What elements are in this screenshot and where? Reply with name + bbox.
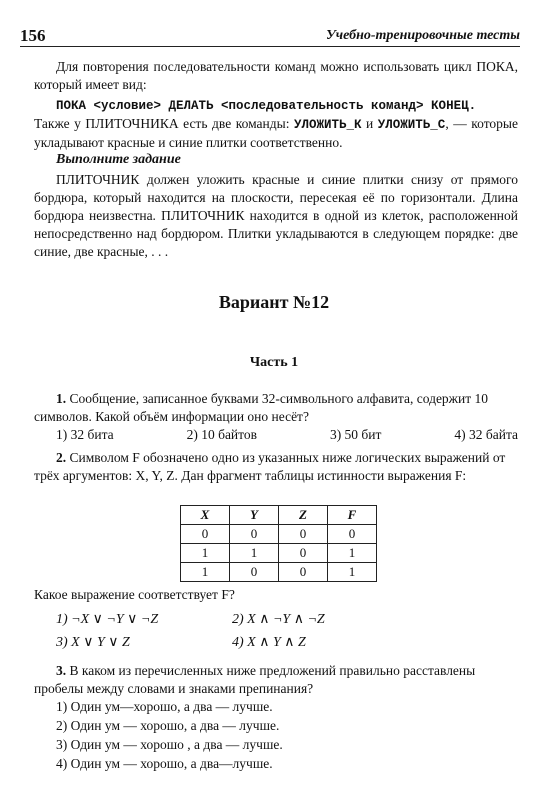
truth-table	[180, 505, 377, 582]
q2-option-2: 2) X ∧ ¬Y ∧ ¬Z	[232, 612, 325, 627]
table-cell: 0	[230, 563, 279, 582]
task-heading: Выполните задание	[56, 152, 181, 167]
question-1	[34, 390, 518, 426]
table-cell: 0	[279, 525, 328, 544]
part-title: Часть 1	[249, 355, 299, 370]
table-cell: 1	[328, 563, 377, 582]
page-header	[20, 26, 520, 46]
intro-line2	[34, 115, 518, 152]
th-y: Y	[230, 506, 279, 525]
table-cell: 1	[181, 563, 230, 582]
q2-question: Какое выражение соответствует F?	[34, 587, 235, 602]
table-cell: 0	[328, 525, 377, 544]
table-row	[181, 525, 377, 544]
question-2	[34, 449, 518, 485]
q2-option-3: 3) X ∨ Y ∨ Z	[56, 635, 130, 650]
intro-and: и	[361, 116, 378, 131]
q2-text: Символом F обозначено одно из указанных ниже логических выражений от трёх аргументов: X, Y, Z. Дан фрагмент таблицы истинности выражения F:	[34, 450, 506, 483]
q1-number: 1.	[56, 391, 67, 406]
th-x: X	[181, 506, 230, 525]
table-cell: 1	[181, 544, 230, 563]
q1-option-3: 3) 50 бит	[329, 427, 382, 442]
q3-option-3: 3) Один ум — хорошо , а два — лучше.	[56, 737, 283, 752]
q1-text: Сообщение, записанное буквами 32-символьного алфавита, содержит 10 символов. Какой объём информации оно несёт?	[34, 391, 489, 424]
table-row	[181, 563, 377, 582]
task-text: ПЛИТОЧНИК должен уложить красные и синие плитки снизу от прямого бордюра, который находится на плоскости, пересекая её по горизонтали. Длина бордюра неизвестна. ПЛИТОЧНИК находится в одной из клеток, расположенной непосредственно над бордюром. Плитки укладываются в следующем порядке: две синие, две красные, . . .	[34, 172, 518, 259]
cmd-lay-blue: УЛОЖИТЬ_С	[377, 118, 446, 132]
cmd-lay-red: УЛОЖИТЬ_К	[293, 118, 362, 132]
table-row	[181, 544, 377, 563]
table-cell: 0	[279, 544, 328, 563]
table-cell: 0	[230, 525, 279, 544]
intro-line1: Для повторения последовательности команд можно использовать цикл ПОКА, который имеет вид:	[34, 59, 518, 92]
table-cell: 1	[230, 544, 279, 563]
q2-option-4: 4) X ∧ Y ∧ Z	[232, 635, 306, 650]
table-cell: 0	[279, 563, 328, 582]
intro-syntax	[34, 96, 518, 115]
q3-option-1: 1) Один ум—хорошо, а два — лучше.	[56, 699, 273, 714]
th-f: F	[328, 506, 377, 525]
intro-line2-a: Также у ПЛИТОЧНИКА есть две команды:	[34, 116, 294, 131]
q2-number: 2.	[56, 450, 67, 465]
q3-number: 3.	[56, 663, 67, 678]
page-number: 156	[20, 26, 46, 45]
th-z: Z	[279, 506, 328, 525]
q3-option-4: 4) Один ум — хорошо, а два—лучше.	[56, 756, 273, 771]
intro-line2-b: , — которые укладывают красные и синие плитки соответственно.	[34, 116, 518, 150]
q1-option-2: 2) 10 байтов	[186, 427, 258, 442]
q1-option-1: 1) 32 бита	[56, 427, 114, 442]
q3-text: В каком из перечисленных ниже предложений правильно расставлены пробелы между словами и знаками препинания?	[34, 663, 476, 696]
variant-title: Вариант №12	[218, 292, 330, 312]
table-cell: 1	[328, 544, 377, 563]
running-title: Учебно-тренировочные тесты	[325, 28, 520, 43]
q1-options	[56, 427, 518, 443]
truth-table-header	[181, 506, 377, 525]
q2-option-1: 1) ¬X ∨ ¬Y ∨ ¬Z	[56, 612, 159, 627]
table-cell: 0	[181, 525, 230, 544]
header-rule	[20, 46, 520, 47]
q3-option-2: 2) Один ум — хорошо, а два — лучше.	[56, 718, 280, 733]
q1-option-4: 4) 32 байта	[454, 427, 518, 442]
question-3	[34, 662, 518, 698]
while-syntax: ПОКА <условие> ДЕЛАТЬ <последовательность команд> КОНЕЦ.	[56, 99, 477, 113]
